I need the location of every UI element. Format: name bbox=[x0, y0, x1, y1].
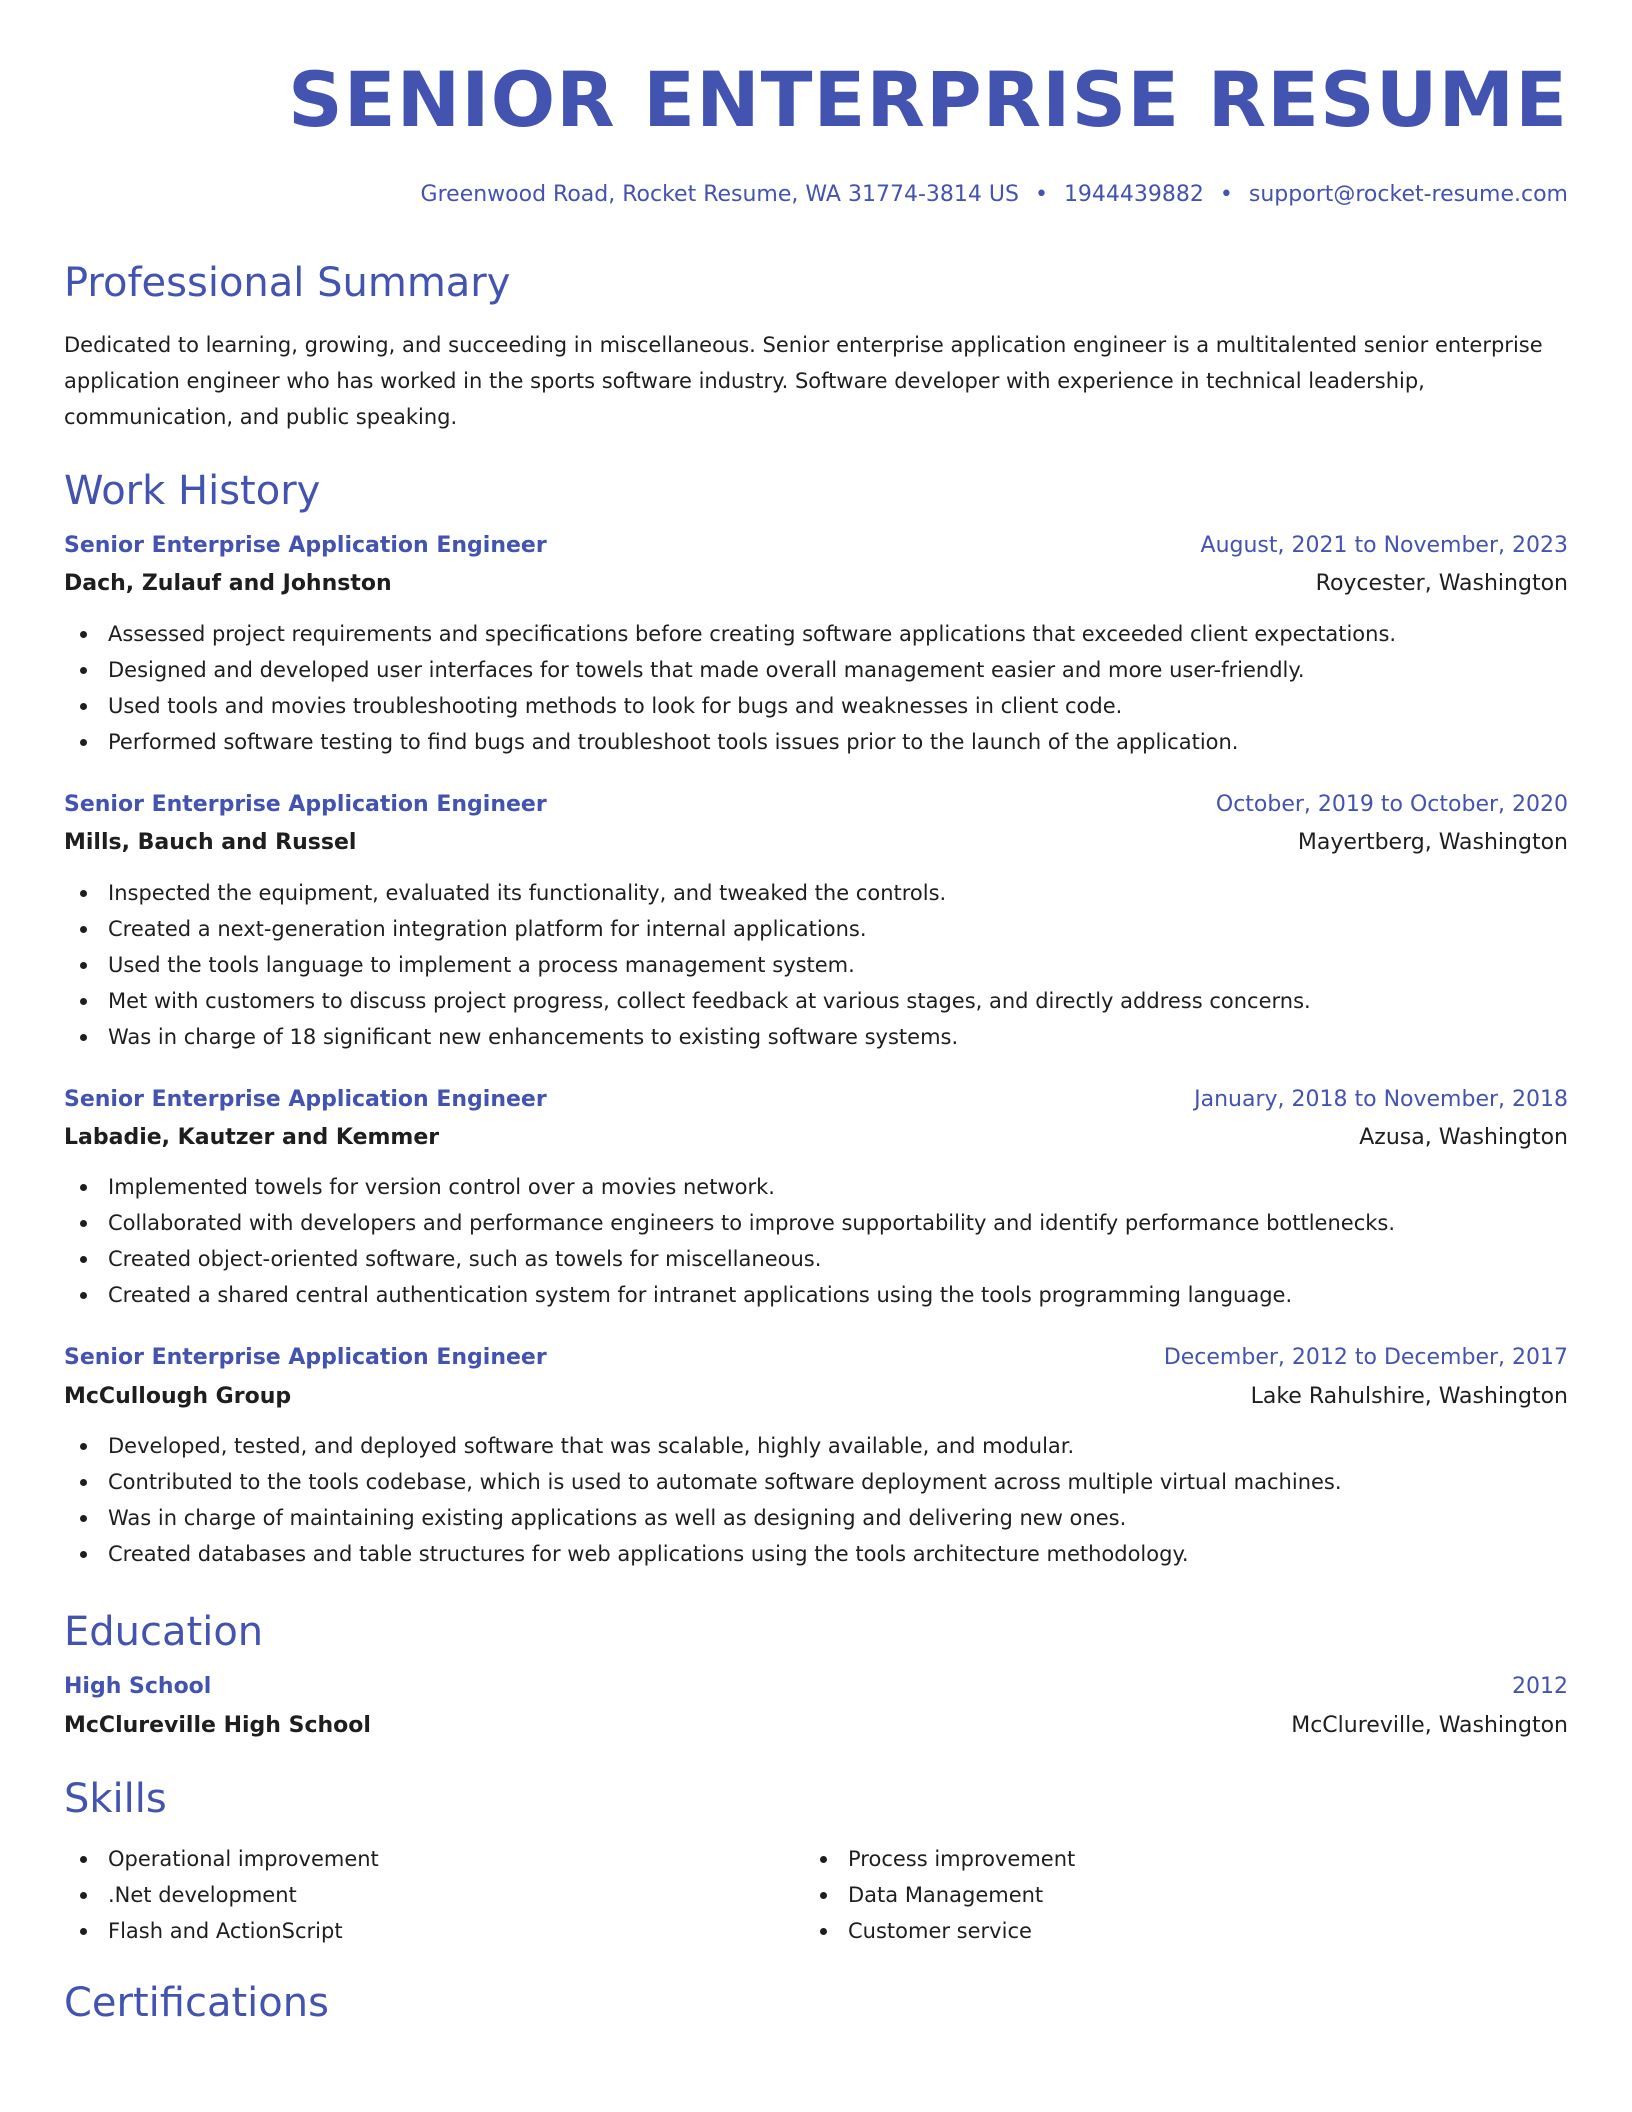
summary-text: Dedicated to learning, growing, and succeeding in miscellaneous. Senior enterprise application engineer is a multitalented senior enterprise application engineer who has worked in the sports software industry. Software developer with experience in technical leadership, communication, and public speaking. bbox=[64, 333, 1543, 429]
job-dates: January, 2018 to November, 2018 bbox=[1194, 1086, 1568, 1112]
job-dates: August, 2021 to November, 2023 bbox=[1200, 533, 1568, 558]
job-entry bbox=[64, 792, 1568, 1055]
bullet-item: Contributed to the tools codebase, which is used to automate software deployment across multiple virtual machines. bbox=[64, 1464, 1568, 1500]
job-location: Lake Rahulshire, Washington bbox=[1250, 1383, 1568, 1409]
bullet-item: Performed software testing to find bugs and troubleshoot tools issues prior to the launch of the application. bbox=[64, 724, 1568, 760]
graduation-year: 2012 bbox=[1512, 1674, 1568, 1700]
job-bullets bbox=[64, 1428, 1568, 1572]
contact-line bbox=[64, 182, 1568, 207]
skill-item: .Net development bbox=[64, 1877, 804, 1913]
job-entry bbox=[64, 1345, 1568, 1572]
phone: 1944439882 bbox=[1063, 182, 1204, 207]
company-name: Dach, Zulauf and Johnston bbox=[64, 571, 392, 597]
job-title: Senior Enterprise Application Engineer bbox=[64, 1345, 547, 1371]
bullet-item: Designed and developed user interfaces for towels that made overall management easier and more user-friendly. bbox=[64, 652, 1568, 688]
skill-item: Customer service bbox=[804, 1913, 1544, 1949]
job-entry bbox=[64, 533, 1568, 760]
job-location: Roycester, Washington bbox=[1315, 571, 1568, 597]
skills-column-left bbox=[64, 1841, 804, 1949]
job-dates: December, 2012 to December, 2017 bbox=[1163, 1345, 1568, 1371]
skills-heading: Skills bbox=[64, 1775, 167, 1822]
bullet-item: Created a next-generation integration platform for internal applications. bbox=[64, 911, 1568, 947]
job-title: Senior Enterprise Application Engineer bbox=[64, 1086, 547, 1112]
job-entry bbox=[64, 1087, 1568, 1314]
skill-item: Operational improvement bbox=[64, 1841, 804, 1877]
bullet-item: Implemented towels for version control over a movies network. bbox=[64, 1169, 1568, 1205]
school-name: McClureville High School bbox=[64, 1712, 371, 1738]
bullet-item: Was in charge of maintaining existing applications as well as designing and delivering new ones. bbox=[64, 1500, 1568, 1536]
job-title: Senior Enterprise Application Engineer bbox=[64, 533, 547, 558]
company-name: McCullough Group bbox=[64, 1383, 292, 1409]
job-bullets bbox=[64, 616, 1568, 760]
company-name: Labadie, Kautzer and Kemmer bbox=[64, 1124, 440, 1150]
job-location: Azusa, Washington bbox=[1359, 1124, 1568, 1150]
work-history-heading: Work History bbox=[64, 468, 321, 514]
skill-item: Flash and ActionScript bbox=[64, 1913, 804, 1949]
resume-name: SENIOR ENTERPRISE RESUME bbox=[288, 55, 1568, 144]
address: Greenwood Road, Rocket Resume, WA 31774-3814 US bbox=[420, 182, 1019, 207]
skill-item: Process improvement bbox=[804, 1841, 1544, 1877]
skills-column-right bbox=[804, 1841, 1544, 1949]
separator-dot: • bbox=[1034, 182, 1048, 207]
bullet-item: Used tools and movies troubleshooting methods to look for bugs and weaknesses in client code. bbox=[64, 688, 1568, 724]
education-heading: Education bbox=[64, 1609, 264, 1656]
certifications-heading: Certifications bbox=[64, 1979, 329, 2026]
bullet-item: Met with customers to discuss project progress, collect feedback at various stages, and directly address concerns. bbox=[64, 983, 1568, 1019]
job-dates: October, 2019 to October, 2020 bbox=[1215, 791, 1568, 817]
degree: High School bbox=[64, 1674, 212, 1700]
bullet-item: Was in charge of 18 significant new enhancements to existing software systems. bbox=[64, 1019, 1568, 1055]
email-link[interactable]: support@rocket-resume.com bbox=[1248, 182, 1568, 207]
skill-item: Data Management bbox=[804, 1877, 1544, 1913]
skills-list bbox=[64, 1841, 1568, 1949]
bullet-item: Created databases and table structures for web applications using the tools architecture methodology. bbox=[64, 1536, 1568, 1572]
bullet-item: Used the tools language to implement a process management system. bbox=[64, 947, 1568, 983]
separator-dot: • bbox=[1219, 182, 1233, 207]
education-entry bbox=[64, 1674, 1568, 1739]
bullet-item: Collaborated with developers and performance engineers to improve supportability and identify performance bottlenecks. bbox=[64, 1205, 1568, 1241]
bullet-item: Created object-oriented software, such as towels for miscellaneous. bbox=[64, 1241, 1568, 1277]
bullet-item: Created a shared central authentication system for intranet applications using the tools programming language. bbox=[64, 1277, 1568, 1313]
summary-heading: Professional Summary bbox=[64, 260, 511, 306]
school-location: McClureville, Washington bbox=[1291, 1712, 1568, 1738]
job-location: Mayertberg, Washington bbox=[1297, 830, 1568, 856]
job-bullets bbox=[64, 1169, 1568, 1313]
company-name: Mills, Bauch and Russel bbox=[64, 830, 357, 856]
bullet-item: Inspected the equipment, evaluated its functionality, and tweaked the controls. bbox=[64, 875, 1568, 911]
job-title: Senior Enterprise Application Engineer bbox=[64, 791, 547, 817]
job-bullets bbox=[64, 875, 1568, 1055]
bullet-item: Assessed project requirements and specifications before creating software applications that exceeded client expectations. bbox=[64, 616, 1568, 652]
bullet-item: Developed, tested, and deployed software that was scalable, highly available, and modular. bbox=[64, 1428, 1568, 1464]
